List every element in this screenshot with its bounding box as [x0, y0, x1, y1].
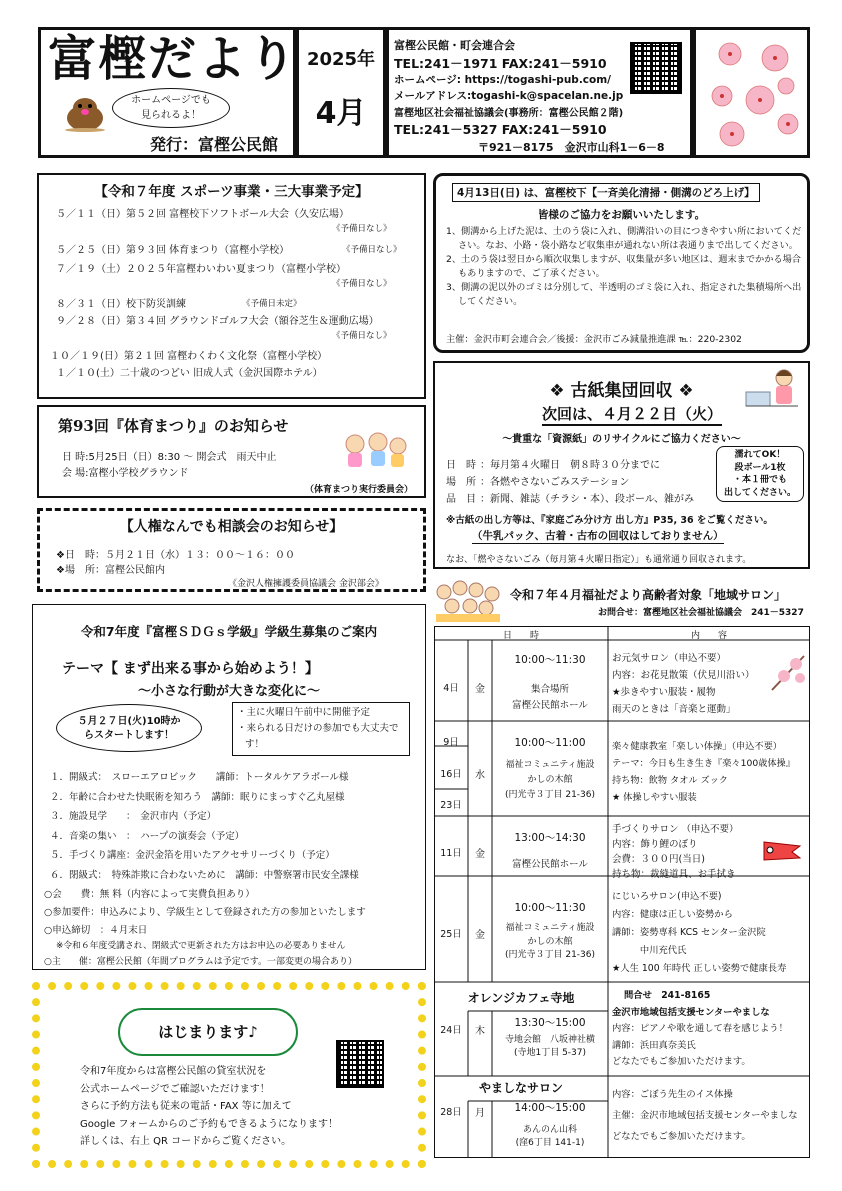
mole-mascot-icon — [62, 92, 108, 132]
sdgs-info-box: ・主に火曜日午前中に開催予定 ・来られる日だけの参加でも大丈夫です！ — [232, 702, 410, 756]
paper-subtitle: ～貴重な「資源紙」のリサイクルにご協力ください～ — [502, 434, 741, 445]
salon-day: 25日 — [440, 929, 462, 940]
list-item: ７／１９（土）２０２５年富樫わいわい夏まつり（富樫小学校） — [56, 264, 346, 275]
cherry-branch-icon — [770, 652, 808, 692]
sdgs-subtheme: ～小さな行動が大きな変化に～ — [137, 684, 320, 699]
contact-org2: 富樫地区社会福祉協議会(事務所：富樫公民館２階) — [394, 108, 624, 119]
contact-tel2: TEL:241－5327 FAX:241－5910 — [394, 122, 607, 137]
issuer: 発行：富樫公民館 — [150, 135, 279, 154]
list-item: ９／２８（日）第３４回 グラウンドゴルフ大会（額谷芝生＆運動広場） — [56, 316, 379, 327]
sdgs-course-list — [50, 768, 422, 885]
salon-weekday: 金 — [475, 684, 485, 695]
yamashina-salon-name: やましなサロン — [478, 1081, 563, 1095]
cleanup-list — [446, 225, 802, 309]
paper-bubble: 濡れてOK！ 段ボール1枚 ・本１冊でも 出してください。 — [716, 446, 804, 502]
list-item: ５／２５（日）第９３回 体育まつり（富樫小学校） — [56, 245, 290, 256]
speech-text: ホームページでも見られるよ！ — [131, 95, 211, 121]
salon-place: 富樫公民館ホール — [512, 859, 588, 870]
salon-time: 13:00～14:30 — [514, 832, 586, 844]
hajimari-cloud: はじまります♪ — [118, 1008, 298, 1056]
salon-day: 24日 — [440, 1025, 462, 1036]
cleanup-title: 4月13日(日) は、富樫校下【一斉美化清掃・側溝のどろ上げ】 — [452, 183, 760, 202]
list-item: ８／３１（日）校下防災訓練 — [56, 299, 186, 310]
salon-content: にじいろサロン(申込不要) 内容：健康は正しい姿勢から 講師：姿勢専科 KCS センター金沢院 中川充代氏 ★人生 100 年時代 正しい姿勢で健康長寿 — [612, 891, 787, 974]
jinken-org: 《金沢人権擁護委員協議会 金沢部会》 — [228, 579, 384, 589]
taiiku-org: （体育まつり実行委員会） — [305, 485, 414, 495]
list-item-note: 《予備日なし》 — [332, 224, 392, 234]
col-header-content: 内 容 — [690, 631, 727, 641]
list-item: 2、土のう袋は翌日から順次収集しますが、収集量が多い地区は、週末までかかる場合もありますので、ご了承ください。 — [446, 254, 801, 279]
paper-details — [446, 457, 694, 508]
salon-place: 集合場所 富樫公民館ホール — [512, 684, 588, 711]
crowd-illustration-icon — [432, 576, 504, 622]
salon-place: 福祉コミュニティ施設 かしの木館 (円光寺３丁目 21-36) — [504, 760, 596, 800]
list-item-note: 《予備日なし》 — [332, 331, 392, 341]
cleanup-subtitle: 皆様のご協力をお願いいたします。 — [537, 209, 706, 221]
paper-row: 場 所 ：各燃やさないごみステーション — [446, 477, 630, 488]
salon-weekday: 金 — [475, 930, 485, 941]
salon-day: 9日 — [443, 737, 459, 748]
paper-row: 日 時 ：毎月第４火曜日 朝８時３０分までに — [446, 460, 660, 471]
contact-org1: 富樫公民館・町会連合会 — [394, 39, 515, 52]
newsletter-title: 富樫だより — [48, 31, 299, 87]
salon-place: あんのん山科 (窪6丁目 141-1) — [515, 1125, 585, 1148]
reservation-qr-code-icon[interactable] — [336, 1040, 384, 1088]
koinobori-icon — [760, 836, 806, 866]
cherry-blossom-icon — [700, 34, 804, 152]
list-item: ５／１１（日）第５２回 富樫校下ソフトボール大会（久安広場） — [56, 209, 349, 220]
orange-cafe-name: オレンジカフェ寺地 — [467, 991, 575, 1005]
salon-day: 28日 — [440, 1107, 462, 1118]
salon-time: 10:00～11:30 — [514, 902, 586, 914]
list-item: ４．音楽の集い ： ハープの演奏会（予定） — [50, 830, 245, 842]
list-item: 1、側溝から上げた泥は、土のう袋に入れ、側溝沿いの目につきやすい所においてください。なお、小路・袋小路など収集車が通れない所は表通りまで出してください。 — [446, 226, 802, 251]
sdgs-requirement: ○参加要件：申込みにより、学級生として登録された方の参加といたします — [44, 907, 366, 918]
salon-place: 福祉コミュニティ施設 かしの木館 (円光寺３丁目 21-36) — [504, 923, 596, 960]
salon-day: 23日 — [440, 800, 462, 811]
salon-title: 令和７年４月福祉だより高齢者対象「地域サロン」 — [510, 588, 787, 602]
list-item: １０／１９(日）第２１回 富樫わくわく文化祭（富樫小学校） — [50, 351, 328, 362]
salon-content: 問合せ 241-8165 金沢市地域包括支援センターやましな 内容：ピアノや歌を通して春を感じよう！ 講師：浜田真奈美氏 どなたでもご参加いただけます。 — [612, 990, 788, 1067]
list-item: ６．閉級式： 特殊詐欺に合わないために 講師：中警察署市民安全課様 — [50, 869, 359, 881]
qr-code-icon[interactable] — [630, 42, 682, 94]
paper-note2: （牛乳パック、古着・古布の回収はしておりません） — [472, 530, 724, 542]
contact-tel1: TEL:241－1971 FAX:241－5910 — [394, 56, 607, 71]
list-item: 3、側溝の泥以外のゴミは分別して、半透明のゴミ袋に入れ、指定された集積場所へ出してください。 — [446, 282, 802, 307]
taiiku-title: 第93回『体育まつり』のお知らせ — [58, 417, 289, 435]
salon-content: 楽々健康教室「楽しい体操」（申込不要） テーマ：今日も生き生き『楽々100歳体操』 持ち物：飲物 タオル ズック ★ 体操しやすい服装 — [612, 741, 795, 803]
salon-content: お元気サロン（申込不要） 内容：お花見散策（伏見川沿い） ★歩きやすい服装・履物 雨天のときは「音楽と運動」 — [612, 653, 755, 715]
sports-title: 【令和７年度 スポーツ事業・三大事業予定】 — [94, 184, 369, 200]
paper-title: ❖ 古紙集団回収 ❖ — [549, 381, 694, 401]
sdgs-deadline: ○申込締切 ：４月末日 — [44, 925, 148, 936]
sdgs-title: 令和7年度『富樫ＳＤＧｓ学級』学級生募集のご案内 — [80, 624, 378, 639]
kids-illustration-icon — [340, 430, 410, 470]
list-item: ２．年齢に合わせた快眠術を知ろう 講師：眠りにまっすぐ乙丸屋様 — [50, 791, 345, 803]
sdgs-note: ※令和６年度受講され、閉級式で更新された方はお申込の必要ありません — [56, 941, 346, 951]
salon-day: 11日 — [440, 848, 462, 859]
list-item: ５．手づくり講座：金沢金箔を用いたアクセサリーづくり（予定） — [50, 850, 335, 861]
paper-row: 品 目 ：新聞、雑誌（チラシ・本）、段ボール、雑がみ — [446, 494, 694, 505]
taiiku-place: 会 場:富樫小学校グラウンド — [62, 468, 189, 479]
taiiku-date: 日 時:5月25日（日）8:30 ～ 開会式 雨天中止 — [62, 452, 277, 463]
hajimari-text: 令和7年度からは富樫公民館の貸室状況を 公式ホームページでご確認いただけます！ さらに予約方法も従来の電話・FAX 等に加えて Google フォームからのご予約もできるようになります！ 詳しくは、右上 QR コードからご覧ください。 — [80, 1066, 338, 1147]
salon-time: 14:00～15:00 — [514, 1102, 586, 1114]
salon-day: 16日 — [440, 769, 462, 780]
col-header-date: 日 時 — [502, 631, 539, 641]
jinken-date: ❖日 時：５月２１日（水）１３：００～１６：００ — [56, 550, 295, 561]
salon-content: 内容：ごぼう先生のイス体操 主催：金沢市地域包括支援センターやましな どなたでもご参加いただけます。 — [612, 1089, 798, 1142]
sdgs-host: ○主 催：富樫公民館（年間プログラムは予定です。一部変更の場合あり） — [44, 957, 358, 967]
sdgs-fee: ○会 費：無 料（内容によって実費負担あり） — [44, 889, 255, 900]
sdgs-theme: テーマ【 まず出来る事から始めよう！】 — [62, 661, 319, 677]
salon-weekday: 金 — [475, 849, 485, 860]
salon-day: 4日 — [443, 683, 459, 694]
contact-homepage[interactable]: ホームページ: https://togashi-pub.com/ — [394, 74, 612, 86]
contact-email[interactable]: メールアドレス:togashi-k@spacelan.ne.jp — [394, 90, 624, 102]
reading-woman-icon — [740, 366, 802, 412]
list-item-note: 《予備日なし》 — [342, 245, 402, 255]
list-item: １．開級式： スローエアロビック 講師：トータルケアラボール様 — [50, 772, 349, 783]
salon-time: 10:00～11:00 — [514, 737, 586, 749]
list-item: ３．施設見学 ： 金沢市内（予定） — [50, 811, 217, 822]
salon-time: 13:30～15:00 — [514, 1017, 586, 1029]
list-item-note: 《予備日未定》 — [242, 299, 302, 309]
salon-content: 手づくりサロン （申込不要） 内容：飾り鯉のぼり 会費：３００円(当日) 持ち物：裁縫道具、お手拭き — [612, 824, 739, 880]
salon-weekday: 木 — [475, 1026, 485, 1037]
list-item-note: 《予備日なし》 — [332, 279, 392, 289]
paper-note1: ※古紙の出し方等は、『家庭ごみ分け方 出し方』P35, 36 をご覧ください。 — [446, 515, 773, 526]
salon-weekday: 月 — [475, 1108, 485, 1119]
paper-note3: なお、「燃やさないごみ（毎月第４火曜日指定）」も通常通り回収されます。 — [446, 555, 752, 565]
paper-next: 次回は、４月２２日（火） — [542, 403, 722, 426]
start-speech-bubble: ５月２７日(火)10時からスタートします！ — [56, 704, 202, 752]
issue-month: 4月 — [315, 96, 367, 131]
contact-address: 〒921－8175 金沢市山科1－6－8 — [478, 141, 665, 154]
jinken-title: 【人権なんでも相談会のお知らせ】 — [119, 519, 344, 535]
salon-contact: お問合せ：富樫地区社会福祉協議会 241－5327 — [598, 608, 804, 618]
salon-time: 10:00～11:30 — [514, 654, 586, 666]
issue-year: 2025年 — [306, 49, 376, 70]
list-item: １／１０(土）二十歳のつどい 旧成人式（金沢国際ホテル） — [56, 368, 323, 379]
cleanup-footer: 主催：金沢市町会連合会／後援：金沢市ごみ減量推進課 ℡：220-2302 — [446, 334, 742, 345]
salon-place: 寺地会館 八坂神社横 (寺地1丁目 5-37) — [504, 1035, 595, 1058]
speech-bubble — [112, 88, 230, 128]
jinken-place: ❖場 所：富樫公民館内 — [56, 565, 165, 576]
salon-weekday: 水 — [475, 770, 485, 781]
